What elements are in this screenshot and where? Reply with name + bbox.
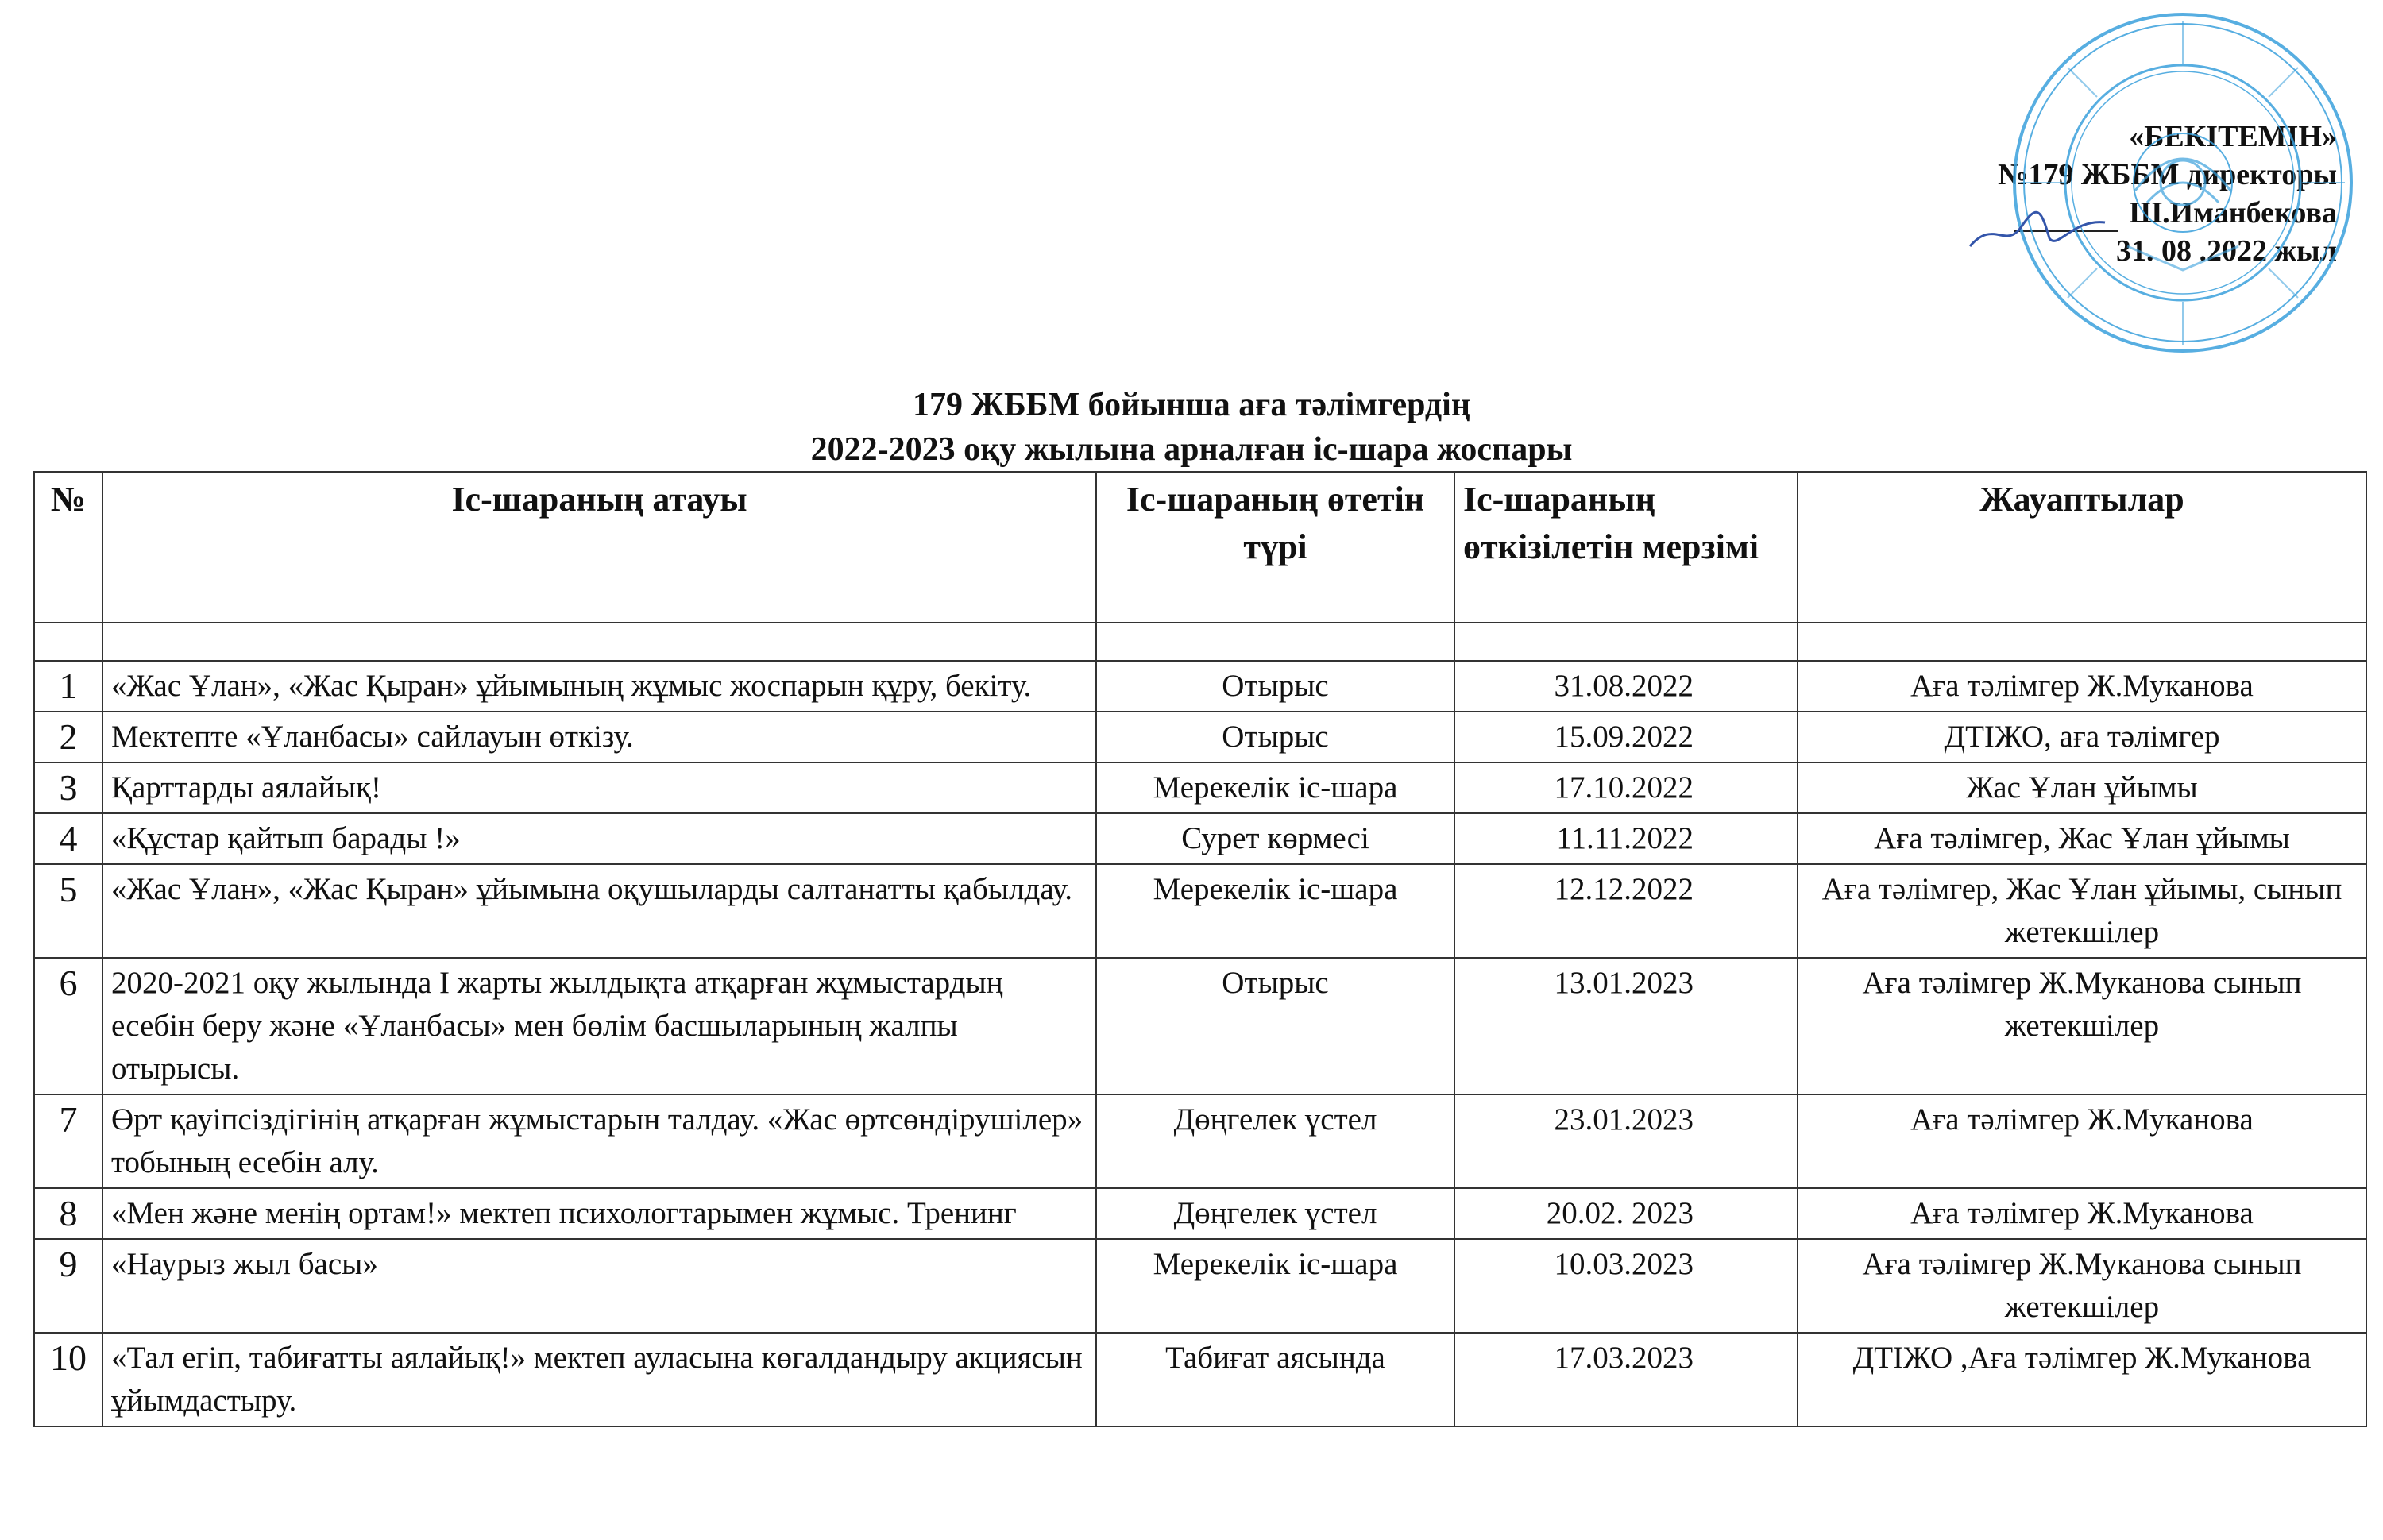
director-signature [1962,203,2113,258]
approval-date: 31. 08 .2022 жыл [2115,234,2337,268]
cell-name: Қарттарды аялайық! [102,762,1096,813]
cell-type: Мерекелік іс-шара [1096,1239,1454,1333]
cell-responsible: Жас Ұлан ұйымы [1798,762,2366,813]
header-num: № [34,472,102,623]
cell-num: 2 [34,712,102,762]
table-row [34,1188,2366,1239]
cell-type: Табиғат аясында [1096,1333,1454,1426]
cell-date: 23.01.2023 [1454,1094,1798,1188]
header-name: Іс-шараның атауы [102,472,1096,623]
table-row [34,762,2366,813]
cell-type: Дөңгелек үстел [1096,1188,1454,1239]
table-row [34,1094,2366,1188]
cell-num: 3 [34,762,102,813]
cell-date: 31.08.2022 [1454,661,1798,712]
cell-num: 1 [34,661,102,712]
cell-responsible: ДТІЖО ,Аға тәлімгер Ж.Муканова [1798,1333,2366,1426]
cell-responsible: Аға тәлімгер Ж.Муканова сынып жетекшілер [1798,958,2366,1094]
cell-name: «Мен және менің ортам!» мектеп психологтарымен жұмыс. Тренинг [102,1188,1096,1239]
cell-num: 7 [34,1094,102,1188]
cell-type: Сурет көрмесі [1096,813,1454,864]
cell-date: 11.11.2022 [1454,813,1798,864]
cell-date: 20.02. 2023 [1454,1188,1798,1239]
cell-responsible: Аға тәлімгер, Жас Ұлан ұйымы [1798,813,2366,864]
header-responsible: Жауаптылар [1798,472,2366,623]
cell-date: 12.12.2022 [1454,864,1798,958]
cell-num: 6 [34,958,102,1094]
cell-date: 13.01.2023 [1454,958,1798,1094]
cell-responsible: Аға тәлімгер Ж.Муканова сынып жетекшілер [1798,1239,2366,1333]
approval-name: Ш.Иманбекова [2129,196,2337,230]
cell-type: Отырыс [1096,712,1454,762]
cell-name: Өрт қауіпсіздігінің атқарған жұмыстарын талдау. «Жас өртсөндірушілер» тобының есебін алу. [102,1094,1096,1188]
table-row [34,958,2366,1094]
cell-type: Мерекелік іс-шара [1096,864,1454,958]
cell-date: 15.09.2022 [1454,712,1798,762]
cell-name: «Наурыз жыл басы» [102,1239,1096,1333]
cell-date: 10.03.2023 [1454,1239,1798,1333]
cell-responsible: Аға тәлімгер Ж.Муканова [1798,661,2366,712]
cell-num: 10 [34,1333,102,1426]
cell-name: «Құстар қайтып барады !» [102,813,1096,864]
document-title-line2: 2022-2023 оқу жылына арналған іс-шара жоспары [810,431,1573,468]
cell-responsible: Аға тәлімгер, Жас Ұлан ұйымы, сынып жетекшілер [1798,864,2366,958]
cell-date: 17.10.2022 [1454,762,1798,813]
cell-name: 2020-2021 оқу жылында І жарты жылдықта атқарған жұмыстардың есебін беру және «Ұланбасы» мен бөлім басшыларының жалпы отырысы. [102,958,1096,1094]
table-row [34,712,2366,762]
header-type: Іс-шараның өтетін түрі [1096,472,1454,623]
cell-type: Отырыс [1096,661,1454,712]
cell-type: Мерекелік іс-шара [1096,762,1454,813]
table-row [34,864,2366,958]
cell-responsible: Аға тәлімгер Ж.Муканова [1798,1094,2366,1188]
approval-position: №179 ЖББМ директоры [1998,158,2337,191]
table-row [34,1333,2366,1426]
table-header-row [34,472,2366,623]
cell-num: 9 [34,1239,102,1333]
cell-num: 8 [34,1188,102,1239]
header-date: Іс-шараның өткізілетін мерзімі [1454,472,1798,623]
table-row [34,813,2366,864]
cell-name: «Тал егіп, табиғатты аялайық!» мектеп ауласына көгалдандыру акциясын ұйымдастыру. [102,1333,1096,1426]
table-row [34,661,2366,712]
event-plan-table [33,471,2367,1427]
table-empty-row [34,623,2366,661]
cell-responsible: ДТІЖО, аға тәлімгер [1798,712,2366,762]
cell-type: Отырыс [1096,958,1454,1094]
table-row [34,1239,2366,1333]
cell-num: 4 [34,813,102,864]
document-title [0,383,2383,472]
cell-name: «Жас Ұлан», «Жас Қыран» ұйымына оқушыларды салтанатты қабылдау. [102,864,1096,958]
cell-type: Дөңгелек үстел [1096,1094,1454,1188]
cell-name: Мектепте «Ұланбасы» сайлауын өткізу. [102,712,1096,762]
cell-num: 5 [34,864,102,958]
cell-responsible: Аға тәлімгер Ж.Муканова [1798,1188,2366,1239]
cell-date: 17.03.2023 [1454,1333,1798,1426]
approval-title: «БЕКІТЕМІН» [2129,120,2337,153]
document-title-line1: 179 ЖББМ бойынша аға тәлімгердің [912,387,1471,423]
cell-name: «Жас Ұлан», «Жас Қыран» ұйымының жұмыс жоспарын құру, бекіту. [102,661,1096,712]
